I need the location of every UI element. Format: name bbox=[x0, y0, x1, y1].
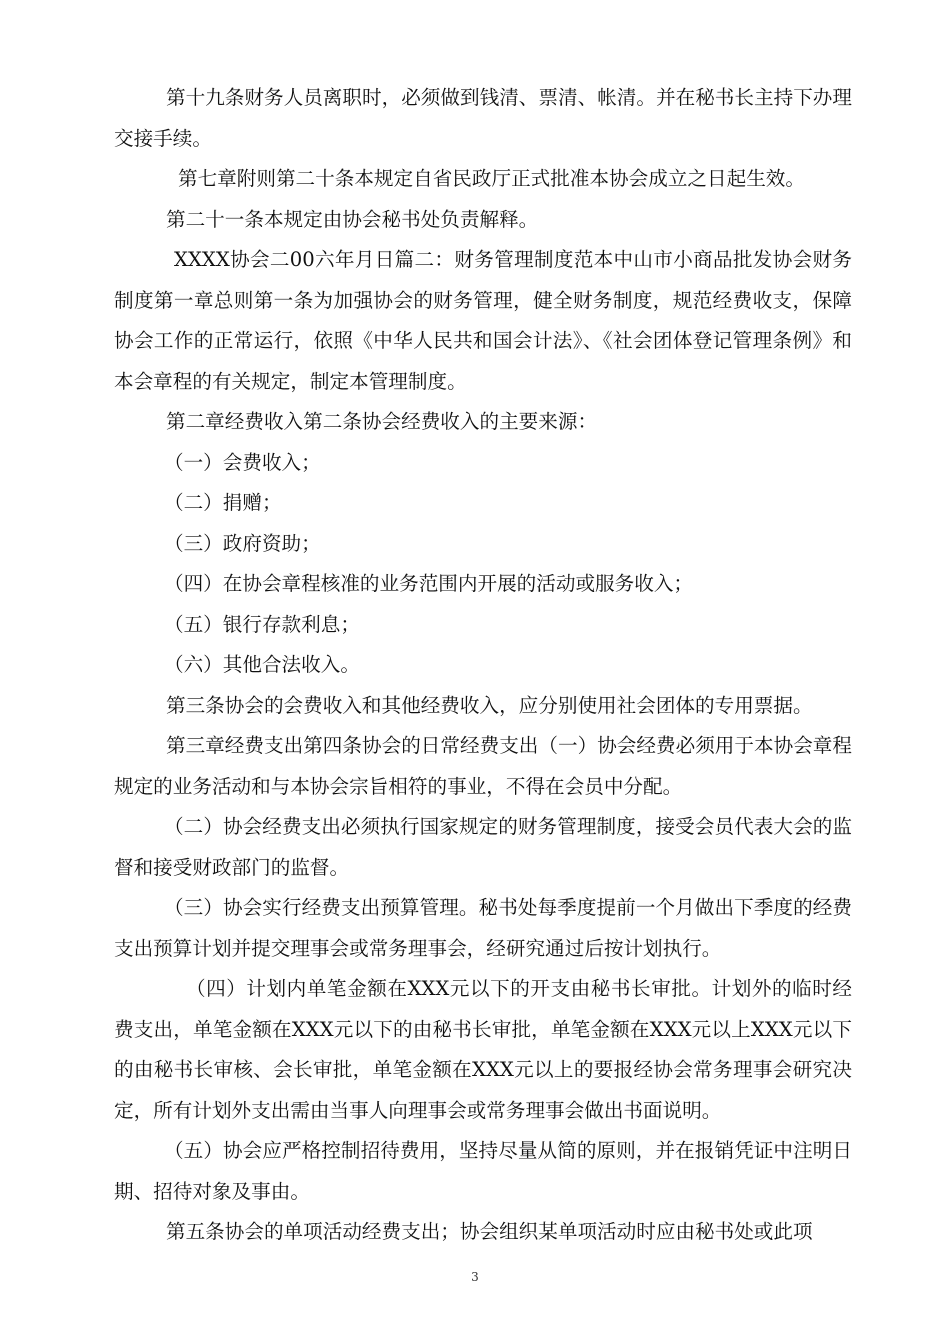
list-item-income-4: （四）在协会章程核准的业务范围内开展的活动或服务收入； bbox=[164, 572, 694, 595]
paragraph-expense-item-5: （五）协会应严格控制招待费用，坚持尽量从简的原则，并在报销凭证中注明日期、招待对象及事由。 bbox=[114, 1139, 852, 1203]
paragraph-chapter-3-article-4: 第三章经费支出第四条协会的日常经费支出（一）协会经费必须用于本协会章程规定的业务活动和与本协会宗旨相符的事业，不得在会员中分配。 bbox=[114, 734, 852, 798]
paragraph-article-21: 第二十一条本规定由协会秘书处负责解释。 bbox=[166, 207, 539, 231]
paragraph-chapter-2-article-2: 第二章经费收入第二条协会经费收入的主要来源： bbox=[166, 410, 598, 433]
page-number: 3 bbox=[471, 1270, 479, 1284]
paragraph-expense-item-2: （二）协会经费支出必须执行国家规定的财务管理制度，接受会员代表大会的监督和接受财政部门的监督。 bbox=[114, 815, 852, 879]
paragraph-part-two-intro: XXXX协会二00六年月日篇二：财务管理制度范本中山市小商品批发协会财务制度第一章总则第一条为加强协会的财务管理，健全财务制度，规范经费收支，保障协会工作的正常运行，依照《中华人民共和国会计法》、《社会团体登记管理条例》和本会章程的有关规定，制定本管理制度。 bbox=[114, 248, 852, 393]
list-item-income-5: （五）银行存款利息； bbox=[164, 612, 360, 636]
paragraph-chapter-7-article-20: 第七章附则第二十条本规定自省民政厅正式批准本协会成立之日起生效。 bbox=[178, 167, 805, 190]
paragraph-expense-item-4: （四）计划内单笔金额在XXX元以下的开支由秘书长审批。计划外的临时经费支出，单笔金额在XXX元以下的由秘书长审批，单笔金额在XXX元以上XXX元以下的由秘书长审核、会长审批，单笔金额在XXX元以上的要报经协会常务理事会研究决定，所有计划外支出需由当事人向理事会或常务理事会做出书面说明。 bbox=[114, 977, 852, 1122]
list-item-income-2: （二）捐赠； bbox=[164, 491, 282, 514]
paragraph-expense-item-3: （三）协会实行经费支出预算管理。秘书处每季度提前一个月做出下季度的经费支出预算计划并提交理事会或常务理事会，经研究通过后按计划执行。 bbox=[114, 896, 852, 960]
paragraph-article-3: 第三条协会的会费收入和其他经费收入，应分别使用社会团体的专用票据。 bbox=[166, 693, 813, 717]
paragraph-article-5: 第五条协会的单项活动经费支出；协会组织某单项活动时应由秘书处或此项 bbox=[166, 1220, 813, 1243]
list-item-income-6: （六）其他合法收入。 bbox=[164, 653, 360, 676]
document-body bbox=[114, 78, 852, 1253]
list-item-income-3: （三）政府资助； bbox=[164, 531, 321, 555]
paragraph-article-19: 第十九条财务人员离职时，必须做到钱清、票清、帐清。并在秘书长主持下办理交接手续。 bbox=[114, 86, 852, 150]
list-item-income-1: （一）会费收入； bbox=[164, 450, 321, 474]
